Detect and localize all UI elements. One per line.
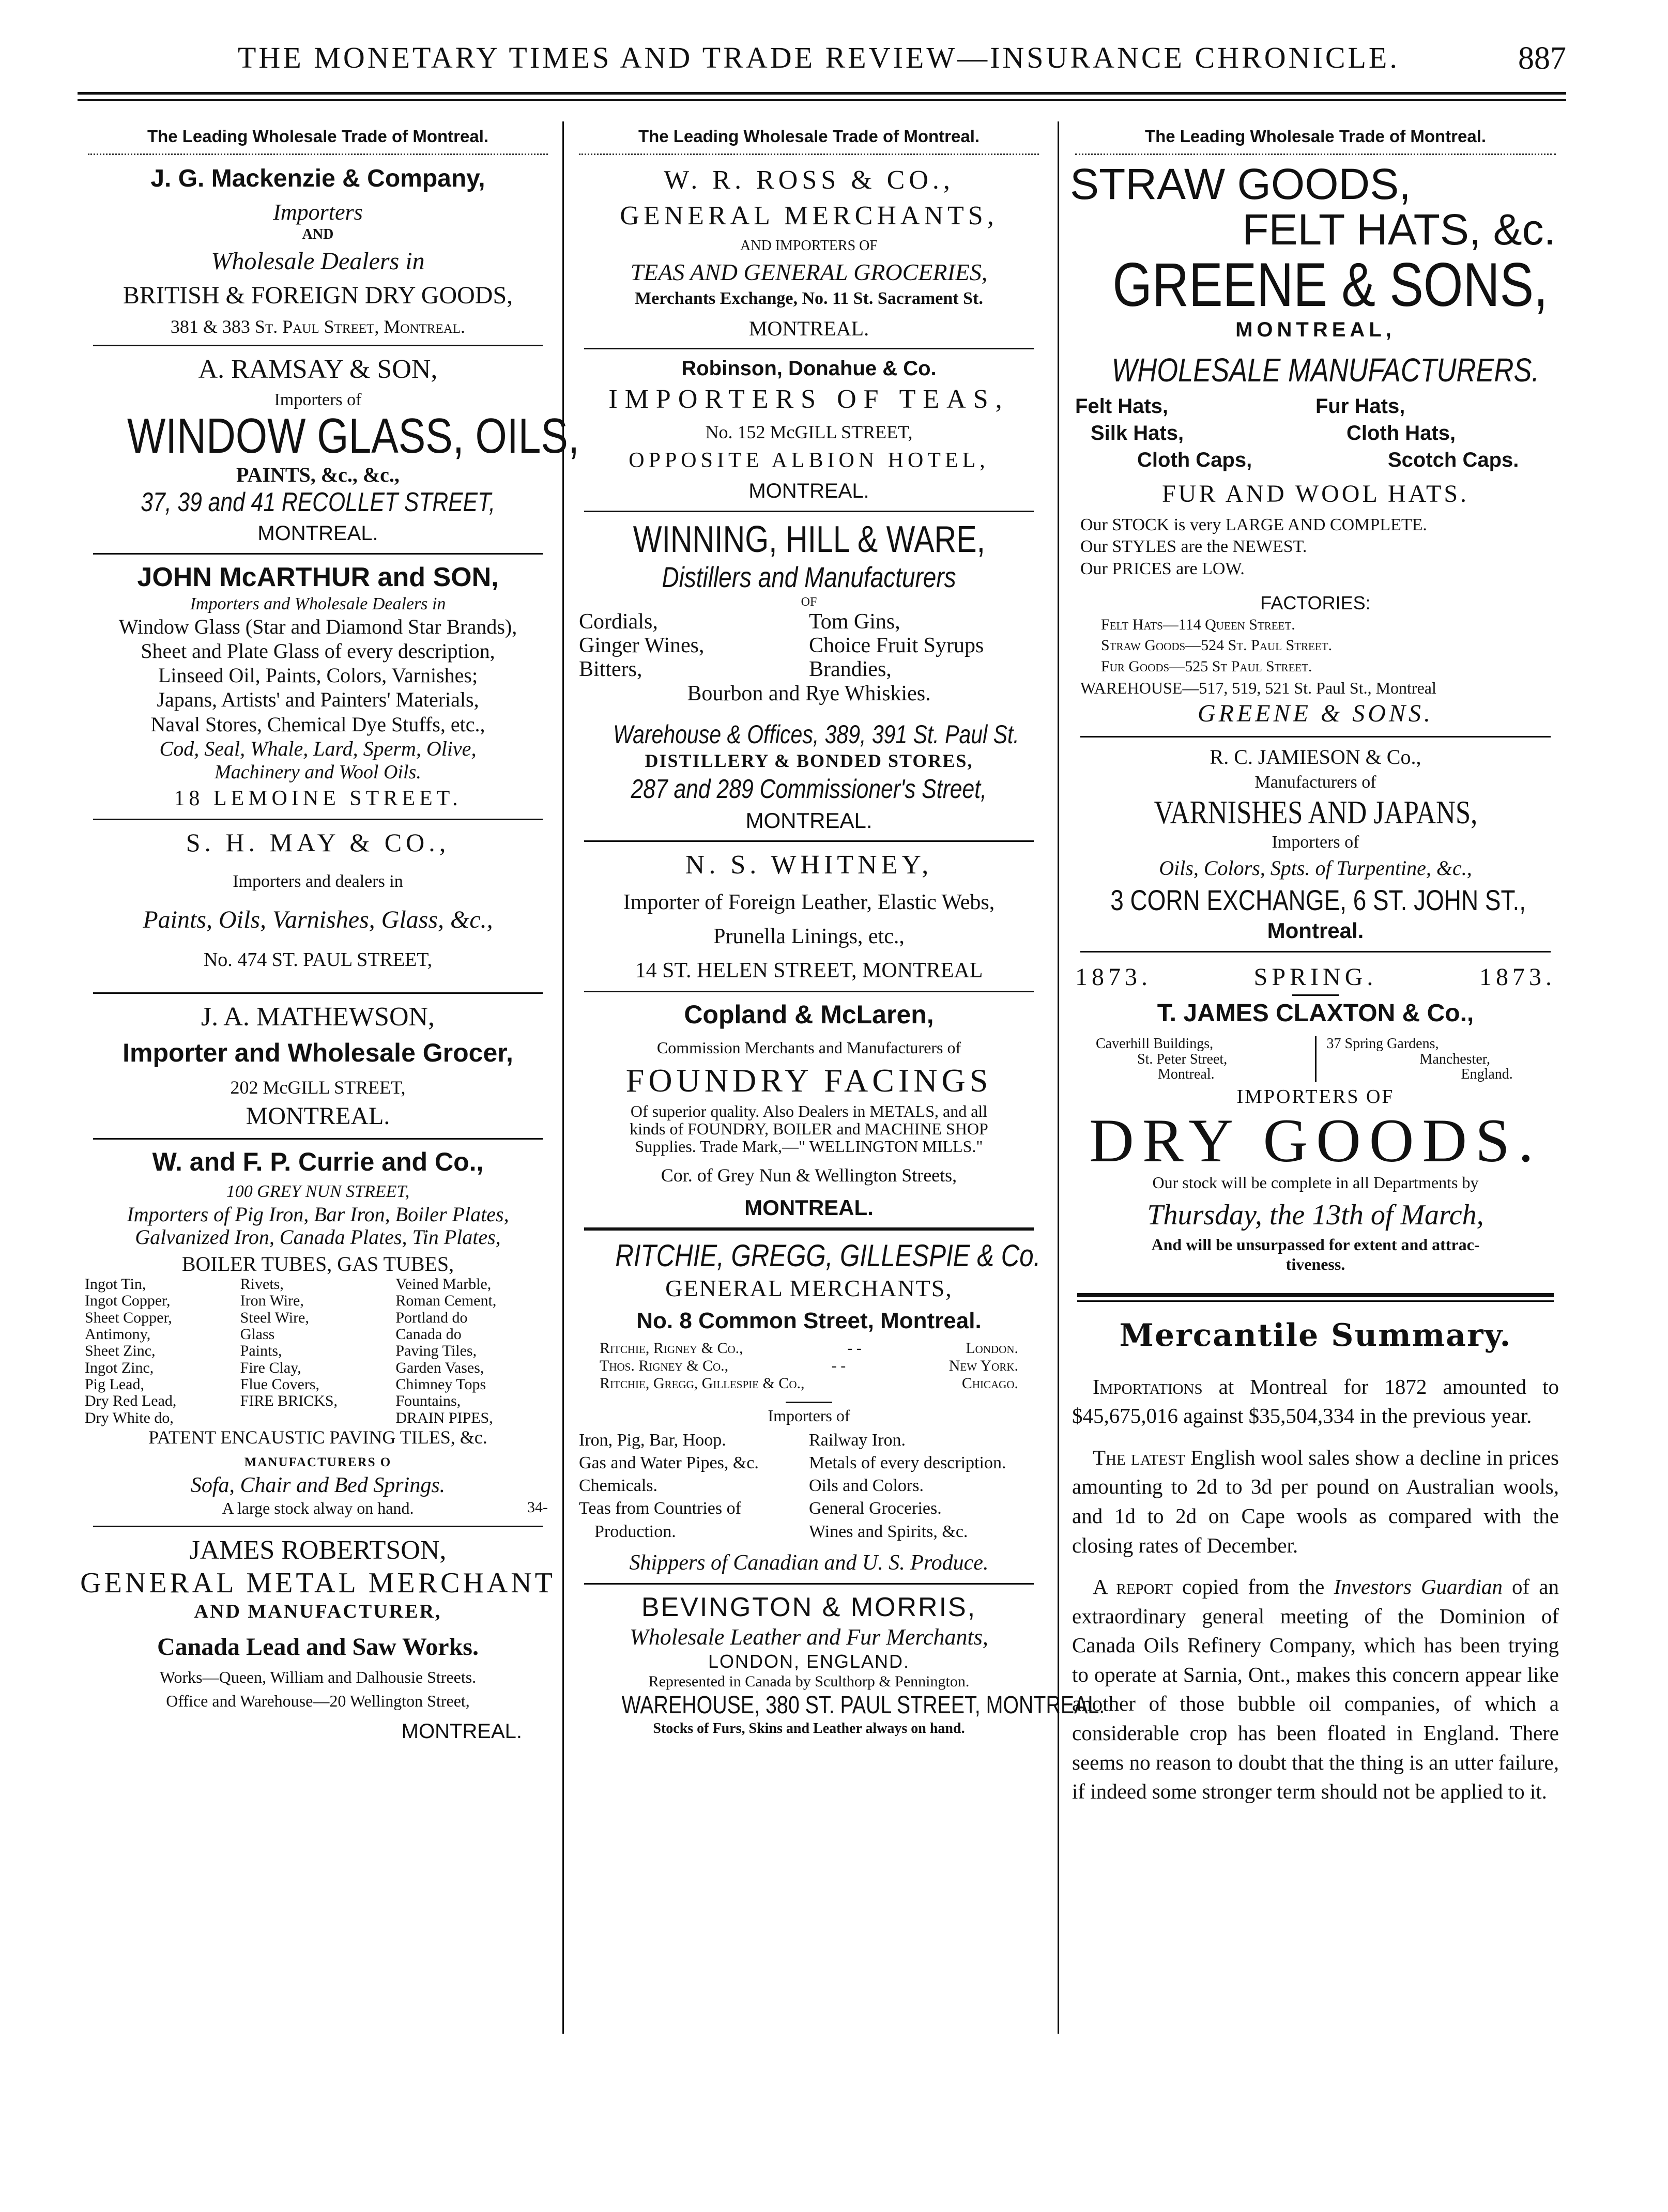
ad-mathewson: [78, 1001, 558, 1131]
season: SPRING.: [1253, 963, 1378, 991]
company-name: N. S. WHITNEY,: [685, 850, 933, 880]
ad-line: PAINTS, &c., &c.,: [236, 463, 400, 486]
address: OPPOSITE ALBION HOTEL,: [629, 449, 989, 473]
divider: [93, 553, 543, 555]
ad-line: DRY GOODS.: [1089, 1106, 1542, 1175]
list-item: St. Peter Street,: [1137, 1051, 1228, 1067]
address: 14 ST. HELEN STREET, MONTREAL: [635, 958, 983, 982]
company-name: S. H. MAY & CO.,: [186, 828, 450, 857]
ad-line: AND: [302, 226, 334, 242]
ad-line: Importer and Wholesale Grocer,: [123, 1038, 513, 1068]
ad-line: FELT HATS, &c.: [1242, 205, 1556, 254]
ad-currie: [78, 1147, 558, 1518]
company-name: JAMES ROBERTSON,: [189, 1535, 447, 1565]
ad-ritchie: [569, 1238, 1049, 1576]
divider: [584, 1583, 1034, 1585]
summary-paragraph: Importations at Montreal for 1872 amounted to $45,675,016 against $35,504,334 in the previous year.: [1072, 1374, 1559, 1428]
company-name: T. JAMES CLAXTON & Co.,: [1157, 999, 1474, 1027]
ad-line: Our PRICES are LOW.: [1080, 559, 1245, 578]
address: Cor. of Grey Nun & Wellington Streets,: [661, 1165, 957, 1186]
ad-line: Supplies. Trade Mark,—" WELLINGTON MILLS.": [635, 1136, 983, 1156]
ad-number: 34-: [527, 1498, 548, 1516]
list-item: Bitters,: [579, 657, 642, 682]
journal-title: THE MONETARY TIMES AND TRADE REVIEW—INSURANCE CHRONICLE.: [238, 41, 1400, 74]
ad-line: Our STYLES are the NEWEST.: [1080, 537, 1307, 557]
list-item: Dry White do,: [85, 1409, 174, 1426]
year: 1873.: [1479, 963, 1556, 991]
divider: [584, 511, 1034, 512]
ad-greene: [1065, 161, 1566, 729]
city: MONTREAL.: [401, 1719, 522, 1743]
ad-line: AND IMPORTERS OF: [740, 237, 878, 254]
address: LONDON, ENGLAND.: [708, 1650, 910, 1672]
ad-footer: [78, 1499, 558, 1518]
company-name: W. R. ROSS & CO.,: [664, 165, 954, 195]
list-item: Dry Red Lead,: [85, 1392, 177, 1410]
list-item: Paints,: [240, 1342, 282, 1360]
list-item: Silk Hats,: [1091, 422, 1184, 445]
ad-line: A large stock alway on hand.: [222, 1498, 414, 1517]
ad-line: Importer of Foreign Leather, Elastic Webs,: [623, 890, 995, 915]
summary-paragraph: A report copied from the Investors Guardian of an extraordinary general meeting of the Dominion of Canada Oils Refinery Company, which has been trying to operate at Sarnia, Ont., makes this concern appear like another of those bubble oil companies, of which a considerable crop has been floated in England. There seems no reason to doubt that the thing is an utter failure, if indeed some stronger term should not be applied to it.: [1072, 1575, 1559, 1804]
page-number: 887: [1518, 41, 1566, 76]
list-item: Cloth Caps,: [1137, 449, 1252, 472]
ad-bevington: [569, 1592, 1105, 1737]
wavy-rule: [88, 153, 548, 161]
product-col: [85, 1276, 240, 1427]
address: 202 McGILL STREET,: [230, 1077, 406, 1098]
company-name: WINNING, HILL & WARE,: [633, 519, 985, 561]
ad-line: Importers: [273, 199, 363, 225]
list-item: Ingot Copper,: [85, 1292, 171, 1310]
product-list: [1065, 393, 1566, 473]
ad-line: IMPORTERS OF TEAS,: [608, 384, 1009, 414]
list-item: Fur Hats,: [1315, 395, 1405, 418]
summary-paragraph: The latest English wool sales show a decline in prices amounting to 2d to 3d per pound on Australian wools, and 1d to 2d on Cape wools as compared with the closing rates of December.: [1072, 1445, 1559, 1557]
list-item: Garden Vases,: [395, 1359, 484, 1376]
list-item: Antimony,: [85, 1325, 151, 1343]
city: MONTREAL.: [257, 522, 378, 545]
company-name: GREENE & SONS,: [1112, 250, 1548, 320]
divider-heavy: [1077, 1293, 1554, 1297]
address: 3 CORN EXCHANGE, 6 ST. JOHN ST.,: [1110, 884, 1526, 917]
company-name: JOHN McARTHUR and SON,: [137, 562, 499, 593]
company-name: R. C. JAMIESON & Co.,: [1210, 745, 1421, 769]
product-list: [78, 1276, 558, 1427]
office-col: [1317, 1036, 1536, 1082]
ad-line: Paints, Oils, Varnishes, Glass, &c.,: [143, 906, 493, 934]
ad-mackenzie: [78, 164, 558, 337]
city: MONTREAL.: [744, 1195, 874, 1220]
company-name: J. G. Mackenzie & Company,: [150, 165, 485, 192]
list-item: Ingot Tin,: [85, 1275, 146, 1293]
ad-line: Distillers and Manufacturers: [662, 561, 956, 594]
city: MONTREAL.: [745, 808, 873, 833]
list-item: Canada do: [395, 1325, 462, 1343]
address: 287 and 289 Commissioner's Street,: [631, 774, 987, 805]
address: Warehouse & Offices, 389, 391 St. Paul St.: [613, 719, 1019, 749]
company-name: A. RAMSAY & SON,: [198, 355, 438, 385]
list-item: Tom Gins,: [809, 609, 900, 634]
ad-line: Naval Stores, Chemical Dye Stuffs, etc.,: [150, 712, 485, 736]
column-heading: The Leading Wholesale Trade of Montreal.: [147, 127, 489, 146]
ad-line: Importers and Wholesale Dealers in: [190, 594, 446, 613]
product-col: [1075, 393, 1315, 473]
divider: [93, 1138, 543, 1140]
list-item: Railway Iron.: [809, 1430, 906, 1450]
divider: [1080, 736, 1551, 738]
product-col: [579, 1429, 809, 1543]
ad-line: Manufacturers of: [1254, 773, 1376, 792]
city: Montreal.: [1267, 918, 1364, 943]
list-item: Production.: [594, 1522, 676, 1541]
list-item: Roman Cement,: [395, 1292, 497, 1310]
year: 1873.: [1075, 963, 1152, 991]
product-list: [569, 610, 1049, 682]
divider: [93, 819, 543, 820]
ad-line: Commission Merchants and Manufacturers of: [656, 1038, 961, 1057]
ad-line: Window Glass (Star and Diamond Star Brands),: [118, 615, 517, 638]
ad-line: Cod, Seal, Whale, Lard, Sperm, Olive,: [159, 736, 477, 760]
ad-line: Of superior quality. Also Dealers in METALS, and all: [630, 1102, 988, 1121]
ad-line: FACTORIES:: [1260, 592, 1371, 614]
list-item: England.: [1461, 1066, 1513, 1083]
list-item: Sheet Copper,: [85, 1309, 172, 1326]
ad-line: And will be unsurpassed for extent and attrac-: [1151, 1235, 1480, 1254]
ad-line: WINDOW GLASS, OILS,: [127, 408, 579, 464]
ad-line: GENERAL METAL MERCHANT: [80, 1566, 556, 1599]
address: No. 8 Common Street, Montreal.: [636, 1308, 982, 1334]
divider: [1077, 1300, 1554, 1302]
ad-line: Bourbon and Rye Whiskies.: [687, 682, 931, 706]
divider: [584, 991, 1034, 992]
address: 37, 39 and 41 RECOLLET STREET,: [141, 487, 495, 517]
ad-line: MANUFACTURERS O: [244, 1455, 392, 1469]
ad-line: FUR AND WOOL HATS.: [1161, 480, 1470, 508]
list-item: Steel Wire,: [240, 1309, 309, 1326]
list-item: Felt Hats,: [1075, 395, 1169, 418]
company-name: BEVINGTON & MORRIS,: [641, 1592, 977, 1623]
list-item: Oils and Colors.: [809, 1476, 924, 1496]
list-item: Brandies,: [809, 657, 892, 682]
column-heading: The Leading Wholesale Trade of Montreal.: [1144, 127, 1487, 146]
divider: [93, 992, 543, 994]
divider: [93, 1526, 543, 1527]
ad-line: OF: [801, 595, 817, 609]
city: MONTREAL.: [748, 317, 869, 341]
product-col: [240, 1276, 396, 1427]
list-item: Gas and Water Pipes, &c.: [579, 1453, 759, 1473]
list-item: Flue Covers,: [240, 1376, 319, 1393]
ad-line: Sheet and Plate Glass of every description,: [141, 639, 495, 663]
address: No. 474 ST. PAUL STREET,: [203, 948, 433, 971]
ad-line: IMPORTERS OF: [1236, 1085, 1395, 1108]
list-item: Iron, Pig, Bar, Hoop.: [579, 1430, 726, 1450]
address: Works—Queen, William and Dalhousie Streets.: [159, 1668, 477, 1687]
table-row: Thos. Rigney & Co., - - New York.: [600, 1357, 1018, 1375]
product-list: [569, 1429, 1049, 1543]
ad-line: Importers of: [1272, 832, 1359, 852]
list-item: Chemicals.: [579, 1476, 658, 1496]
ad-line: Our STOCK is very LARGE AND COMPLETE.: [1080, 515, 1427, 534]
office-list: [1065, 1036, 1566, 1082]
agency-table: [569, 1340, 1049, 1392]
ad-line: Prunella Linings, etc.,: [713, 925, 905, 949]
column-heading: The Leading Wholesale Trade of Montreal.: [638, 127, 980, 146]
ad-ramsay: [78, 354, 579, 546]
ad-may: [78, 827, 558, 972]
product-col: [395, 1276, 551, 1427]
address: Straw Goods—524 St. Paul Street.: [1101, 637, 1333, 654]
list-item: Chimney Tops: [395, 1376, 486, 1393]
ad-jamieson: [1065, 745, 1566, 944]
column-divider: [1058, 121, 1059, 2034]
ad-line: Stocks of Furs, Skins and Leather always on hand.: [653, 1721, 965, 1737]
ad-line: Importers of Pig Iron, Bar Iron, Boiler Plates,: [127, 1203, 509, 1226]
ad-line: Our stock will be complete in all Departments by: [1152, 1173, 1479, 1192]
list-item: Sheet Zinc,: [85, 1342, 156, 1360]
ad-mcarthur: [78, 562, 558, 811]
column-2: [569, 121, 1105, 1737]
ad-line: FOUNDRY FACINGS: [625, 1062, 992, 1099]
list-item: Caverhill Buildings,: [1096, 1036, 1214, 1052]
ad-line: Importers of: [274, 390, 362, 409]
company-name: Copland & McLaren,: [684, 1000, 934, 1030]
ad-line: TEAS AND GENERAL GROCERIES,: [630, 258, 988, 285]
ad-line: BRITISH & FOREIGN DRY GOODS,: [123, 282, 513, 310]
list-item: General Groceries.: [809, 1499, 942, 1518]
column-1: [78, 121, 579, 1744]
city: MONTREAL.: [748, 479, 869, 502]
list-item: Scotch Caps.: [1388, 449, 1519, 472]
ad-robertson: [78, 1534, 558, 1744]
address: Fur Goods—525 St Paul Street.: [1101, 657, 1312, 675]
ad-line: tiveness.: [1286, 1254, 1345, 1273]
column-3: [1065, 121, 1566, 1806]
list-item: Fountains,: [395, 1392, 461, 1410]
list-item: Pig Lead,: [85, 1376, 144, 1393]
address: 100 GREY NUN STREET,: [226, 1182, 410, 1202]
ad-line: Shippers of Canadian and U. S. Produce.: [629, 1550, 989, 1575]
list-item: Veined Marble,: [395, 1275, 492, 1293]
divider: [93, 345, 543, 346]
ad-line: VARNISHES AND JAPANS,: [1154, 794, 1477, 831]
divider: [584, 1227, 1034, 1231]
company-name: W. and F. P. Currie and Co.,: [152, 1147, 484, 1177]
header-rule: [78, 92, 1566, 95]
list-item: DRAIN PIPES,: [395, 1409, 493, 1426]
ad-line: Thursday, the 13th of March,: [1147, 1199, 1484, 1232]
product-col: [1315, 393, 1556, 473]
ad-line: kinds of FOUNDRY, BOILER and MACHINE SHOP: [630, 1119, 988, 1138]
address: Office and Warehouse—20 Wellington Street,: [166, 1692, 470, 1711]
ad-line: WHOLESALE MANUFACTURERS.: [1111, 351, 1539, 389]
ad-line: Galvanized Iron, Canada Plates, Tin Plates,: [135, 1225, 501, 1249]
ad-line: GENERAL MERCHANTS,: [620, 201, 998, 231]
ad-line: Represented in Canada by Sculthorp & Pennington.: [648, 1673, 970, 1691]
product-col: [809, 1429, 1039, 1543]
address: 381 & 383 St. Paul Street, Montreal.: [170, 316, 466, 337]
list-item: Paving Tiles,: [395, 1342, 477, 1360]
ad-line: Oils, Colors, Spts. of Turpentine, &c.,: [1159, 856, 1472, 880]
address: WAREHOUSE—517, 519, 521 St. Paul St., Montreal: [1080, 679, 1436, 698]
ad-line: Canada Lead and Saw Works.: [157, 1633, 479, 1661]
ad-line: STRAW GOODS,: [1070, 160, 1411, 208]
page-header: [78, 40, 1566, 87]
address: Felt Hats—114 Queen Street.: [1101, 616, 1295, 633]
list-item: Cordials,: [579, 609, 658, 634]
header-rule-thin: [78, 99, 1566, 101]
company-name: Robinson, Donahue & Co.: [681, 357, 937, 380]
product-col: [579, 610, 809, 682]
list-item: Portland do: [395, 1309, 468, 1326]
list-item: Wines and Spirits, &c.: [809, 1522, 968, 1541]
table-row: Ritchie, Rigney & Co., - - London.: [600, 1340, 1018, 1357]
list-item: Iron Wire,: [240, 1292, 304, 1310]
city: MONTREAL,: [1235, 318, 1396, 342]
address: 18 LEMOINE STREET.: [174, 786, 462, 810]
ad-line: Linseed Oil, Paints, Colors, Varnishes;: [158, 664, 478, 687]
ad-line: Sofa, Chair and Bed Springs.: [190, 1473, 446, 1498]
ad-line: GREENE & SONS.: [1198, 700, 1433, 728]
list-item: Teas from Countries of: [579, 1499, 741, 1518]
list-item: Glass: [240, 1325, 275, 1343]
ad-line: BOILER TUBES, GAS TUBES,: [181, 1252, 454, 1276]
ad-claxton: [1065, 960, 1566, 1274]
list-item: FIRE BRICKS,: [240, 1392, 338, 1410]
ad-line: Importers of: [768, 1406, 850, 1425]
list-item: 37 Spring Gardens,: [1326, 1036, 1439, 1052]
table-row: Ritchie, Gregg, Gillespie & Co., Chicago.: [600, 1375, 1018, 1392]
ad-whitney: [569, 849, 1049, 984]
office-col: [1096, 1036, 1317, 1082]
divider: [584, 348, 1034, 349]
ad-line: AND MANUFACTURER,: [194, 1600, 442, 1622]
divider: [584, 840, 1034, 842]
section-title: Mercantile Summary.: [1119, 1317, 1512, 1354]
season-line: [1065, 960, 1566, 991]
address: No. 152 McGILL STREET,: [705, 421, 913, 442]
ad-ross: [569, 164, 1049, 341]
list-item: Montreal.: [1158, 1066, 1215, 1083]
list-item: Fire Clay,: [240, 1359, 301, 1376]
address: WAREHOUSE, 380 ST. PAUL STREET, MONTREAL.: [621, 1691, 1105, 1719]
mercantile-summary: [1065, 1317, 1566, 1806]
ad-line: Japans, Artists' and Painters' Materials,: [157, 688, 479, 712]
ad-line: DISTILLERY & BONDED STORES,: [645, 750, 973, 771]
product-col: [809, 610, 1039, 682]
ad-line: PATENT ENCAUSTIC PAVING TILES, &c.: [148, 1427, 487, 1448]
list-item: Ginger Wines,: [579, 633, 705, 657]
ad-copland: [569, 1000, 1049, 1220]
ad-line: GENERAL MERCHANTS,: [665, 1274, 953, 1301]
ad-line: Machinery and Wool Oils.: [215, 761, 421, 783]
list-item: Manchester,: [1419, 1051, 1490, 1067]
ad-line: Wholesale Dealers in: [211, 247, 425, 275]
list-item: Metals of every description.: [809, 1453, 1006, 1473]
divider: [1080, 951, 1551, 953]
list-item: Rivets,: [240, 1275, 284, 1293]
ad-winning: [569, 519, 1049, 833]
company-name: RITCHIE, GREGG, GILLESPIE & Co.: [615, 1238, 1041, 1273]
list-item: Ingot Zinc,: [85, 1359, 154, 1376]
list-item: Cloth Hats,: [1346, 422, 1456, 445]
city: MONTREAL.: [246, 1102, 390, 1130]
short-rule: [786, 1402, 832, 1403]
company-name: J. A. MATHEWSON,: [201, 1002, 435, 1032]
address: Merchants Exchange, No. 11 St. Sacrament St.: [635, 289, 983, 309]
list-item: Choice Fruit Syrups: [809, 633, 984, 657]
ad-robinson: [569, 357, 1049, 503]
ad-line: Importers and dealers in: [233, 872, 403, 892]
ad-line: Wholesale Leather and Fur Merchants,: [630, 1624, 988, 1650]
wavy-rule: [579, 153, 1039, 161]
short-rule: [1292, 994, 1339, 996]
